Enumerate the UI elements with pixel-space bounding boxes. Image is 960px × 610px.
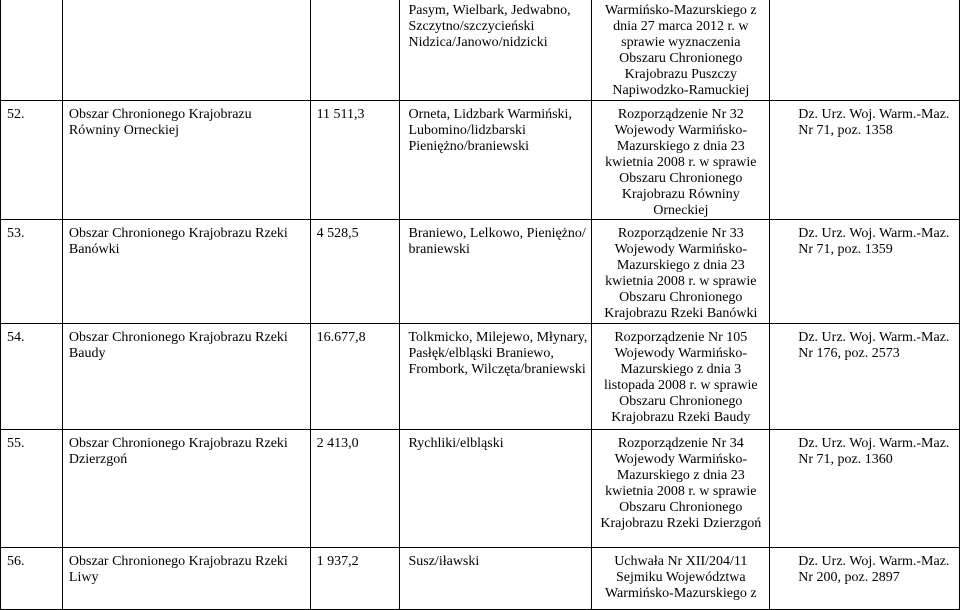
gminy-cell [400,0,592,101]
gminy-text: Pasym, Wielbark, Jedwabno, Szczytno/szczycieński Nidzica/Janowo/nidzicki [408,3,571,50]
journal-text: Dz. Urz. Woj. Warm.-Maz. Nr 200, poz. 2897 [798,554,950,585]
area-size-cell [310,220,400,324]
journal-cell [770,324,960,430]
journal-text: Dz. Urz. Woj. Warm.-Maz. Nr 71, poz. 1360 [798,436,950,467]
area-name-cell [62,548,310,610]
journal-text: Dz. Urz. Woj. Warm.-Maz. Nr 71, poz. 1358 [798,107,950,138]
table-row [1,324,960,430]
row-number-cell [1,324,63,430]
legal-act-text: Rozporządzenie Nr 105 Wojewody Warmińsko-Mazurskiego z dnia 3 listopada 2008 r. w sprawie Obszaru Chronionego Krajobrazu Rzeki Baudy [604,330,758,425]
table-row [1,220,960,324]
gminy-text: Tolkmicko, Milejewo, Młynary, Pasłęk/elbląski Braniewo, Frombork, Wilczęta/braniewski [408,330,588,377]
area-size [311,0,400,5]
table-row [1,430,960,548]
area-size: 4 528,5 [316,226,359,241]
legal-act-text: Warmińsko-Mazurskiego z dnia 27 marca 2012 r. w sprawie wyznaczenia Obszaru Chronionego Krajobrazu Puszczy Napiwodzko-Ramuckiej [604,3,757,98]
gminy-cell [400,548,592,610]
area-name: Obszar Chronionego Krajobrazu Rzeki Baudy [68,330,288,361]
journal-text: Dz. Urz. Woj. Warm.-Maz. Nr 176, poz. 2573 [798,330,950,361]
area-name-cell [62,101,310,220]
area-size: 1 937,2 [316,554,359,569]
journal-cell [770,548,960,610]
row-number: 55. [7,436,25,451]
row-number: 56. [7,554,25,569]
gminy-text: Orneta, Lidzbark Warmiński, Lubomino/lidzbarski Pieniężno/braniewski [408,107,572,154]
legal-act-text: Rozporządzenie Nr 34 Wojewody Warmińsko-Mazurskiego z dnia 23 kwietnia 2008 r. w sprawie Obszaru Chronionego Krajobrazu Rzeki Dzierzgoń [600,436,762,531]
area-size: 16.677,8 [316,330,366,345]
legal-act-text: Rozporządzenie Nr 33 Wojewody Warmińsko-Mazurskiego z dnia 23 kwietnia 2008 r. w sprawie Obszaru Chronionego Krajobrazu Rzeki Banówki [604,226,758,321]
area-name-cell [62,220,310,324]
area-name: Obszar Chronionego Krajobrazu Rzeki Banówki [68,226,288,257]
legal-act-cell [592,548,770,610]
area-name-cell [62,324,310,430]
row-number [1,0,62,5]
table-row [1,548,960,610]
area-size-cell [310,430,400,548]
legal-act-cell [592,101,770,220]
legal-act-cell [592,430,770,548]
legal-act-cell [592,0,770,101]
row-number-cell [1,548,63,610]
legal-act-cell [592,220,770,324]
area-name: Obszar Chronionego Krajobrazu Rzeki Dzierzgoń [68,436,288,467]
row-number: 53. [7,226,25,241]
area-name [63,0,310,5]
gminy-cell [400,324,592,430]
gminy-text: Susz/iławski [408,554,480,569]
table-row [1,101,960,220]
journal-cell [770,430,960,548]
area-name: Obszar Chronionego Krajobrazu Rzeki Liwy [68,554,288,585]
area-size-cell [310,101,400,220]
gminy-cell [400,220,592,324]
area-name: Obszar Chronionego Krajobrazu Równiny Orneckiej [68,107,252,138]
legal-act-cell [592,324,770,430]
area-size-cell [310,0,400,101]
row-number-cell [1,101,63,220]
journal-text: Dz. Urz. Woj. Warm.-Maz. Nr 71, poz. 1359 [798,226,950,257]
row-number-cell [1,0,63,101]
area-size-cell [310,324,400,430]
row-number: 54. [7,330,25,345]
row-number-cell [1,220,63,324]
journal-cell [770,101,960,220]
journal-cell [770,0,960,101]
journal-text [770,0,959,5]
row-number-cell [1,430,63,548]
area-size: 11 511,3 [316,107,365,122]
gminy-text: Rychliki/elbląski [408,436,504,451]
row-number: 52. [7,107,25,122]
table-row [1,0,960,101]
legal-act-text: Uchwała Nr XII/204/11 Sejmiku Województwa Warmińsko-Mazurskiego z [604,554,757,601]
area-size-cell [310,548,400,610]
area-name-cell [62,0,310,101]
area-size: 2 413,0 [316,436,359,451]
gminy-cell [400,101,592,220]
journal-cell [770,220,960,324]
gminy-text: Braniewo, Lelkowo, Pieniężno/ braniewski [408,226,586,257]
legal-act-text: Rozporządzenie Nr 32 Wojewody Warmińsko-Mazurskiego z dnia 23 kwietnia 2008 r. w sprawie Obszaru Chronionego Krajobrazu Równiny Orneckiej [605,107,757,218]
gminy-cell [400,430,592,548]
area-name-cell [62,430,310,548]
